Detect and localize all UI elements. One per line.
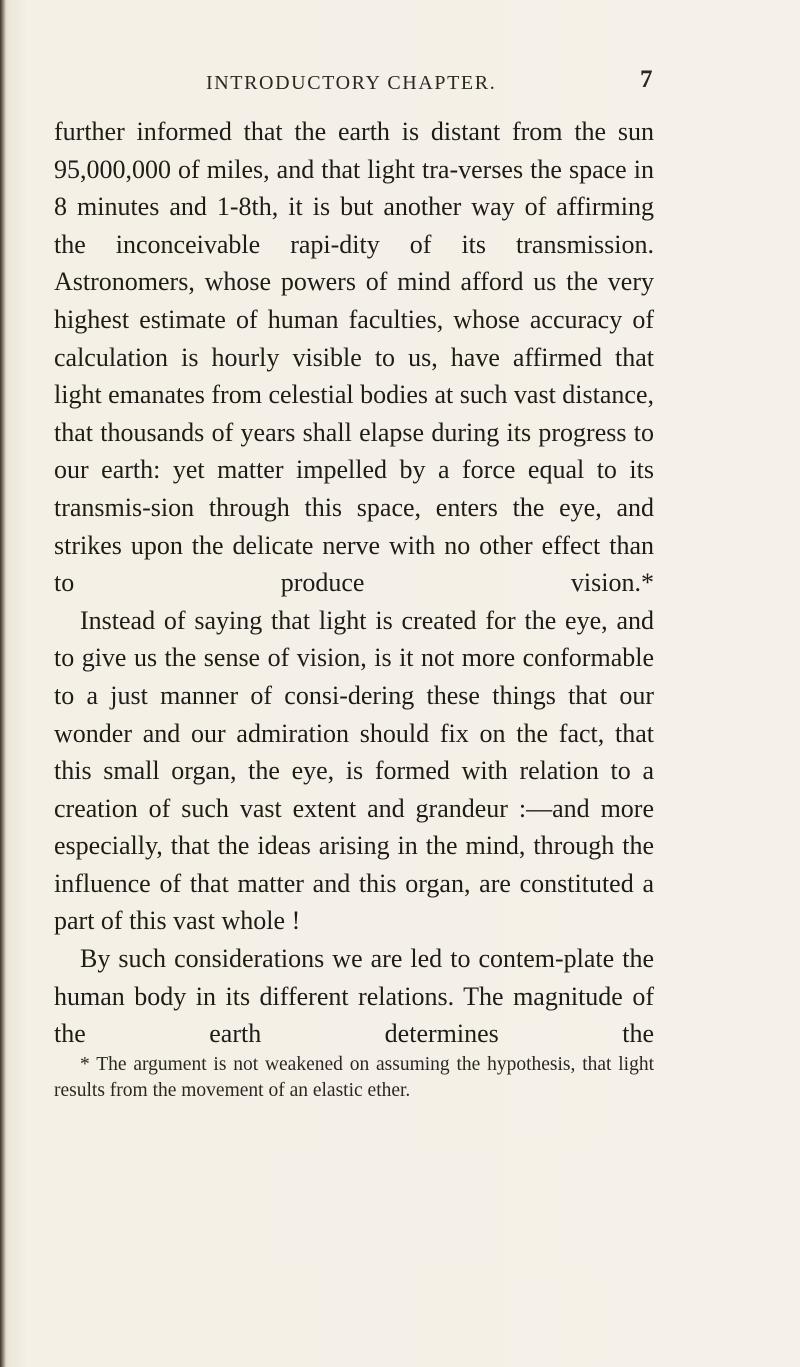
page-number: 7 <box>640 66 653 93</box>
body-text <box>54 113 654 1053</box>
footnote: * The argument is not weakened on assuming the hypothesis, that light results from the movement of an elastic ether. <box>54 1054 654 1101</box>
binding-shadow <box>0 0 6 1367</box>
footnote-block <box>54 1052 654 1104</box>
paragraph-1: further informed that the earth is distant from the sun 95,000,000 of miles, and that light tra-verses the space in 8 minutes and 1-8th, it is but another way of affirming the inconceivable rapi-dity of its transmission. Astronomers, whose powers of mind afford us the very highest estimate of human faculties, whose accuracy of calculation is hourly visible to us, have affirmed that light emanates from celestial bodies at such vast distance, that thousands of years shall elapse during its progress to our earth: yet matter impelled by a force equal to its transmis-sion through this space, enters the eye, and strikes upon the delicate nerve with no other effect than to produce vision.* <box>54 117 654 598</box>
running-head: INTRODUCTORY CHAPTER. <box>206 72 497 94</box>
paragraph-2: Instead of saying that light is created for the eye, and to give us the sense of vision, is it not more conformable to a just manner of consi-dering these things that our wonder and our admiration should fix on the fact, that this small organ, the eye, is formed with relation to a creation of such vast extent and grandeur :—and more especially, that the ideas arising in the mind, through the influence of that matter and this organ, are constituted a part of this vast whole ! <box>54 605 654 936</box>
paragraph-3: By such considerations we are led to contem-plate the human body in its different relations. The magnitude of the earth determines the <box>54 944 654 1049</box>
